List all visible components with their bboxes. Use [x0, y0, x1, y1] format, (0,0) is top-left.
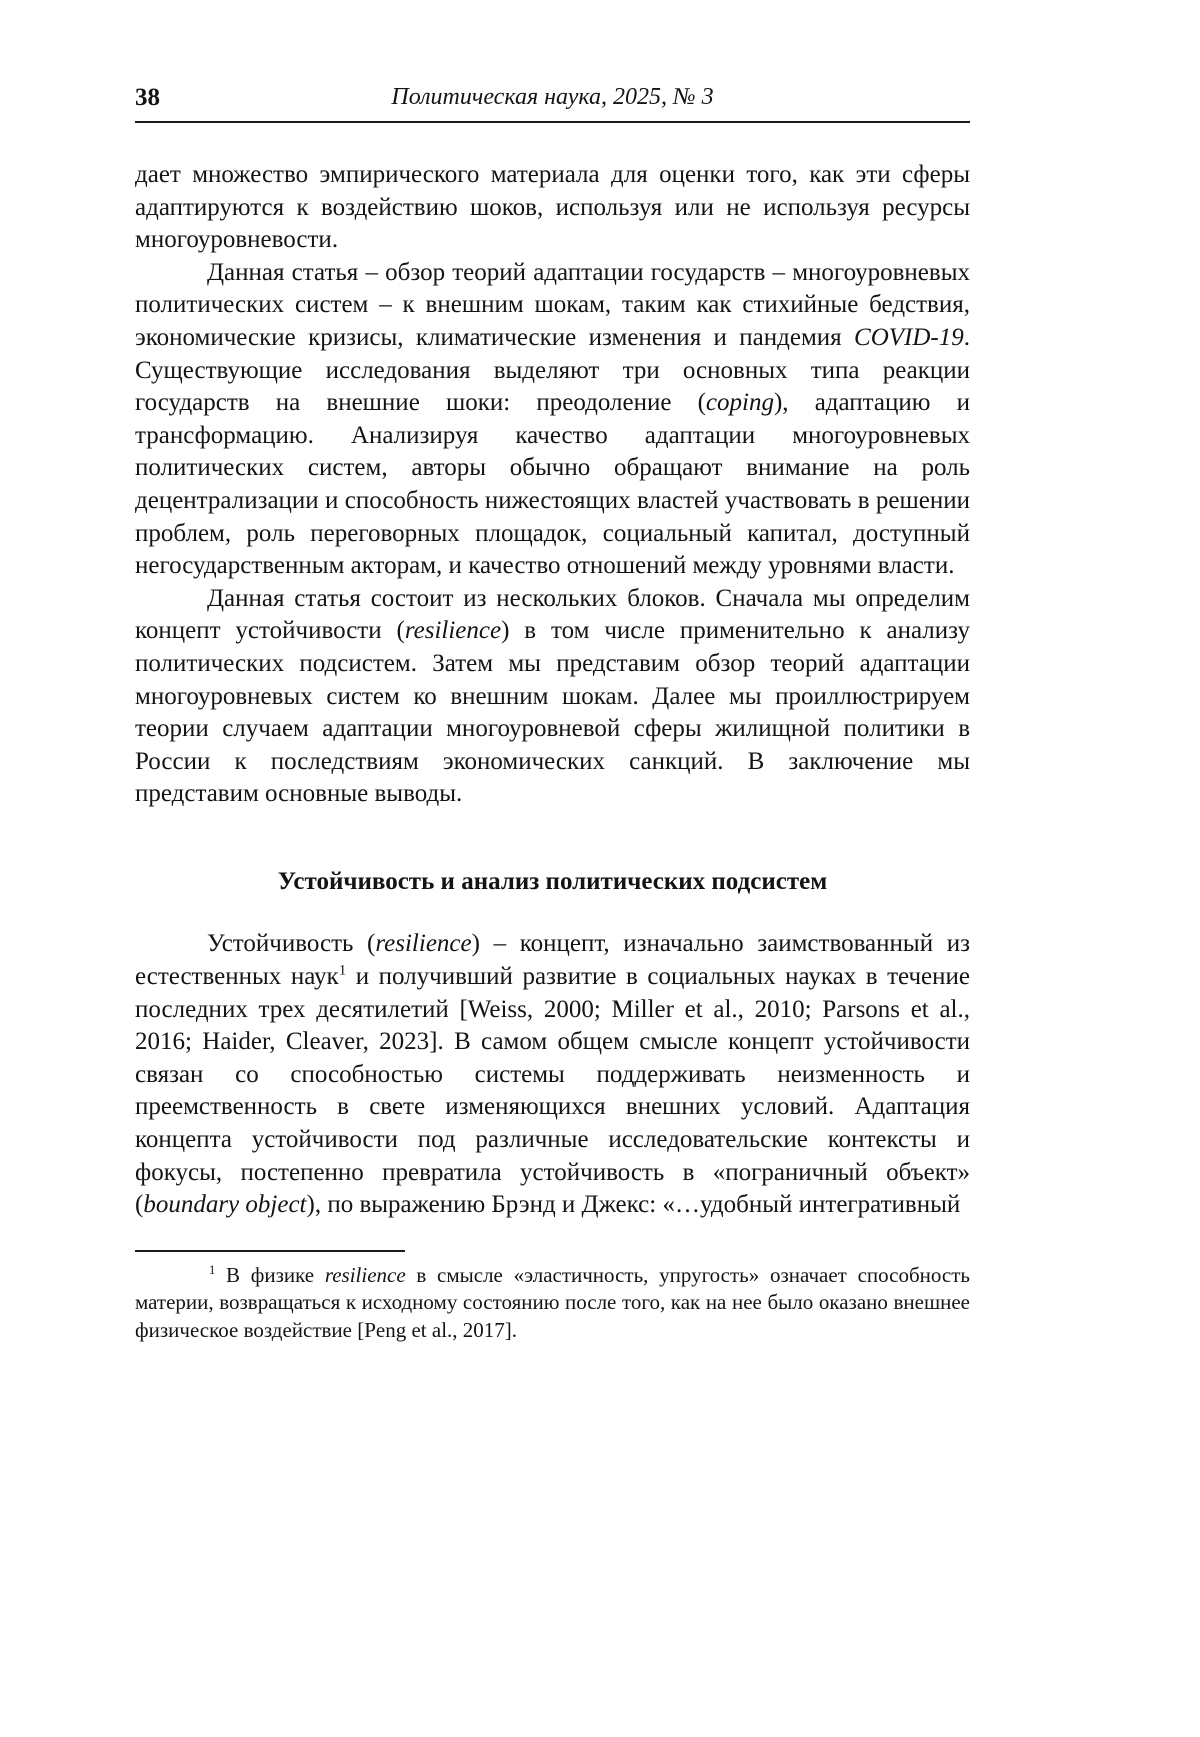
footnote-text: $^1$ В физике resilience в смысле «эластичность, упругость» означает способность материи, возвращаться к исходному состоянию после того, как на нее было оказано внешнее физическое воздействие [Peng et al., 2017].: [135, 1262, 971, 1342]
paragraph-resilience-concept: Устойчивость (resilience) – концепт, изначально заимствованный из естественных наук$^1$ и получивший развитие в социальных науках в течение последних трех десятилетий [Weiss, 2000; Miller et al., 2010; Parsons et al., 2016; Haider, Cleaver, 2023]. В самом общем смысле концепт устойчивости связан со способностью системы поддерживать неизменность и преемственность в свете изменяющихся внешних условий. Адаптация концепта устойчивости под различные исследовательские контексты и фокусы, постепенно превратила устойчивость в «пограничный объект» (boundary object), по выражению Брэнд и Джекс: «…удобный интегративный: [135, 930, 971, 1219]
page-header: [135, 84, 970, 116]
paragraph-continuation: дает множество эмпирического материала для оценки того, как эти сферы адаптируются к воздействию шоков, используя или не используя ресурсы многоуровневости.: [135, 161, 970, 254]
page-number: 38: [135, 84, 160, 111]
paragraph-article-overview: Данная статья – обзор теорий адаптации государств – многоуровневых политических систем – к внешним шокам, таким как стихийные бедствия, экономические кризисы, климатические изменения и пандемия COVID-19. Существующие исследования выделяют три основных типа реакции государств на внешние шоки: преодоление (coping), адаптацию и трансформацию. Анализируя качество адаптации многоуровневых политических систем, авторы обычно обращают внимание на роль децентрализации и способность нижестоящих властей участвовать в решении проблем, роль переговорных площадок, социальный капитал, доступный негосударственным акторам, и качество отношений между уровнями власти.: [135, 258, 970, 580]
section-heading: Устойчивость и анализ политических подсистем: [277, 867, 828, 895]
header-rule: [135, 121, 970, 123]
footnote-area: [135, 1250, 970, 1345]
journal-title: Политическая наука, 2025, № 3: [391, 84, 714, 110]
paragraph-article-structure: Данная статья состоит из нескольких блоков. Сначала мы определим концепт устойчивости (resilience) в том числе применительно к анализу политических подсистем. Затем мы представим обзор теорий адаптации многоуровневых систем ко внешним шокам. Далее мы проиллюстрируем теории случаем адаптации многоуровневой сферы жилищной политики в России к последствиям экономических санкций. В заключение мы представим основные выводы.: [135, 584, 970, 808]
article-body: [135, 159, 970, 1222]
footnote-separator-rule: [135, 1250, 405, 1252]
